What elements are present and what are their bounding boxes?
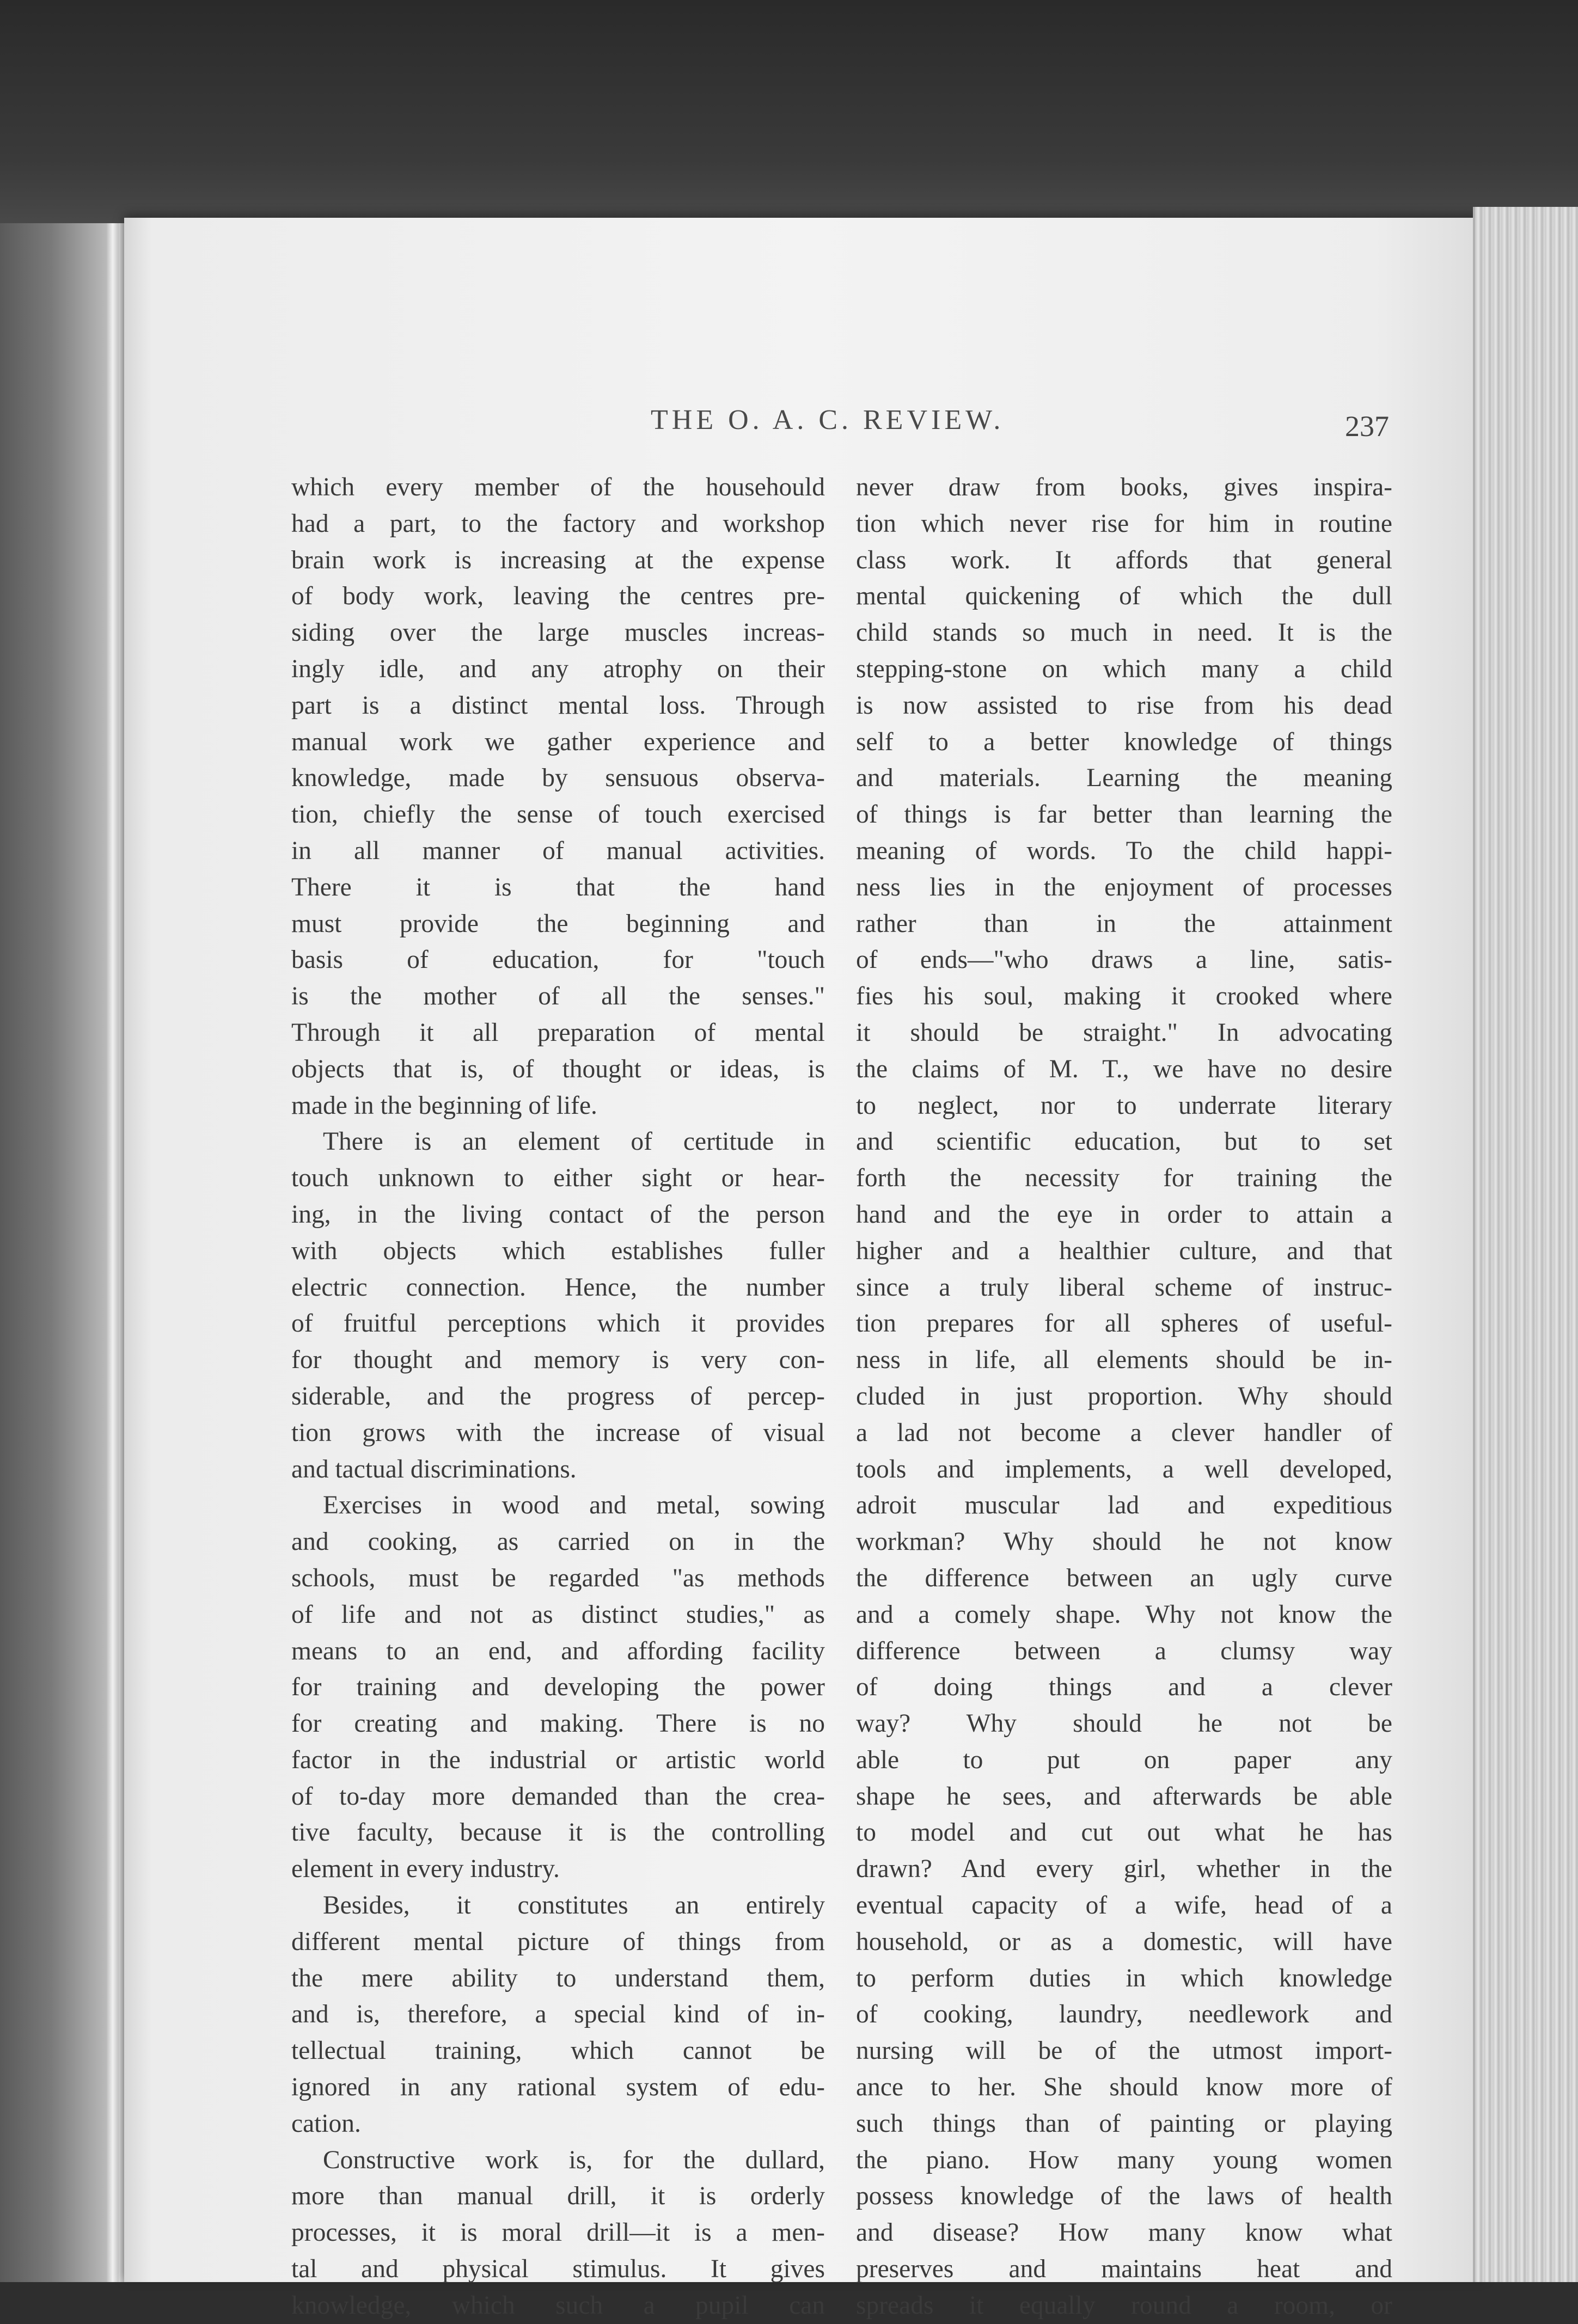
text-line: different mental picture of things from [291,1927,825,1956]
text-line: There is an element of certitude in [323,1127,825,1156]
text-line: rather than in the attainment [856,909,1392,938]
text-line: forth the necessity for training the [856,1164,1392,1193]
text-line: preserves and maintains heat and [856,2255,1392,2284]
text-column-left [291,469,825,2324]
text-line: able to put on paper any [856,1745,1392,1774]
text-line: There it is that the hand [291,873,825,902]
text-line: child stands so much in need. It is the [856,618,1392,647]
text-line: tellectual training, which cannot be [291,2037,825,2065]
text-line: of life and not as distinct studies," as [291,1600,825,1629]
text-line: Through it all preparation of mental [291,1018,825,1047]
text-line: and cooking, as carried on in the [291,1528,825,1556]
text-line: made in the beginning of life. [291,1091,597,1120]
text-line: siding over the large muscles increas- [291,618,825,647]
text-line: adroit muscular lad and expeditious [856,1491,1392,1520]
text-line: of fruitful perceptions which it provides [291,1309,825,1338]
text-line: hand and the eye in order to attain a [856,1200,1392,1229]
text-line: tools and implements, a well developed, [856,1455,1392,1483]
text-line: possess knowledge of the laws of health [856,2182,1392,2211]
text-line: is now assisted to rise from his dead [856,691,1392,720]
text-line: with objects which establishes fuller [291,1236,825,1265]
text-line: the piano. How many young women [856,2145,1392,2174]
spine-edge [107,223,119,2282]
page-stack-edge [1473,207,1578,2282]
text-line: class work. It affords that general [856,545,1392,574]
text-line: tion grows with the increase of visual [291,1418,825,1447]
page-number: 237 [1345,410,1389,443]
text-line: tion, chiefly the sense of touch exercised [291,800,825,829]
text-line: drawn? And every girl, whether in the [856,1855,1392,1884]
text-line: knowledge, made by sensuous observa- [291,764,825,793]
text-line: schools, must be regarded "as methods [291,1563,825,1592]
text-line: workman? Why should he not know [856,1528,1392,1556]
text-line: the claims of M. T., we have no desire [856,1054,1392,1083]
text-line: for training and developing the power [291,1673,825,1702]
text-column-right [856,469,1392,2324]
text-line: must provide the beginning and [291,909,825,938]
text-line: of cooking, laundry, needlework and [856,2000,1392,2029]
text-line: factor in the industrial or artistic world [291,1745,825,1774]
text-line: of to-day more demanded than the crea- [291,1782,825,1811]
scanner-background [0,0,1578,229]
text-line: manual work we gather experience and [291,727,825,756]
text-line: more than manual drill, it is orderly [291,2182,825,2211]
text-line: of things is far better than learning the [856,800,1392,829]
text-line: in all manner of manual activities. [291,836,825,865]
text-line: ness in life, all elements should be in- [856,1346,1392,1375]
text-line: ingly idle, and any atrophy on their [291,654,825,683]
text-line: tion which never rise for him in routine [856,509,1392,538]
text-line: and a comely shape. Why not know the [856,1600,1392,1629]
text-line: tal and physical stimulus. It gives [291,2255,825,2284]
text-line: stepping-stone on which many a child [856,654,1392,683]
text-line: electric connection. Hence, the number [291,1273,825,1302]
text-line: had a part, to the factory and workshop [291,509,825,538]
text-line: siderable, and the progress of percep- [291,1382,825,1411]
text-line: means to an end, and affording facility [291,1636,825,1665]
text-line: and scientific education, but to set [856,1127,1392,1156]
text-line: ness lies in the enjoyment of processes [856,873,1392,902]
text-line: meaning of words. To the child happi- [856,836,1392,865]
text-line: spreads it equally round a room, or [856,2291,1392,2320]
text-line: shape he sees, and afterwards be able [856,1782,1392,1811]
text-line: objects that is, of thought or ideas, is [291,1054,825,1083]
text-line: ing, in the living contact of the person [291,1200,825,1229]
text-line: Constructive work is, for the dullard, [323,2145,825,2174]
text-line: basis of education, for "touch [291,946,825,974]
text-line: to model and cut out what he has [856,1818,1392,1847]
text-line: cluded in just proportion. Why should [856,1382,1392,1411]
text-line: eventual capacity of a wife, head of a [856,1891,1392,1920]
text-line: way? Why should he not be [856,1709,1392,1738]
text-line: tive faculty, because it is the controlling [291,1818,825,1847]
text-line: part is a distinct mental loss. Through [291,691,825,720]
text-line: such things than of painting or playing [856,2109,1392,2138]
text-line: for creating and making. There is no [291,1709,825,1738]
text-line: is the mother of all the senses." [291,982,825,1011]
text-line: and is, therefore, a special kind of in- [291,2000,825,2029]
text-line: for thought and memory is very con- [291,1346,825,1375]
text-line: processes, it is moral drill—it is a men- [291,2218,825,2247]
text-line: of body work, leaving the centres pre- [291,582,825,611]
text-line: and materials. Learning the meaning [856,764,1392,793]
text-line: a lad not become a clever handler of [856,1418,1392,1447]
text-line: since a truly liberal scheme of instruc- [856,1273,1392,1302]
text-line: household, or as a domestic, will have [856,1927,1392,1956]
text-line: to perform duties in which knowledge [856,1964,1392,1992]
text-line: touch unknown to either sight or hear- [291,1164,825,1193]
text-line: ance to her. She should know more of [856,2073,1392,2102]
text-line: self to a better knowledge of things [856,727,1392,756]
text-line: higher and a healthier culture, and that [856,1236,1392,1265]
text-line: mental quickening of which the dull [856,582,1392,611]
text-line: never draw from books, gives inspira- [856,473,1392,501]
text-line: ignored in any rational system of edu- [291,2073,825,2102]
text-line: cation. [291,2109,361,2138]
text-line: Exercises in wood and metal, sowing [323,1491,825,1520]
text-line: tion prepares for all spheres of useful- [856,1309,1392,1338]
text-line: nursing will be of the utmost import- [856,2037,1392,2065]
text-line: to neglect, nor to underrate literary [856,1091,1392,1120]
text-line: of doing things and a clever [856,1673,1392,1702]
text-line: and tactual discriminations. [291,1455,577,1483]
text-line: knowledge, which such a pupil can [291,2291,825,2320]
text-line: of ends—"who draws a line, satis- [856,946,1392,974]
text-line: the mere ability to understand them, [291,1964,825,1992]
text-line: and disease? How many know what [856,2218,1392,2247]
running-title: THE O. A. C. REVIEW. [651,404,1005,436]
text-line: brain work is increasing at the expense [291,545,825,574]
text-line: it should be straight." In advocating [856,1018,1392,1047]
text-line: difference between a clumsy way [856,1636,1392,1665]
text-line: element in every industry. [291,1855,560,1884]
text-line: Besides, it constitutes an entirely [323,1891,825,1920]
text-line: which every member of the househould [291,473,825,501]
text-line: fies his soul, making it crooked where [856,982,1392,1011]
text-line: the difference between an ugly curve [856,1563,1392,1592]
